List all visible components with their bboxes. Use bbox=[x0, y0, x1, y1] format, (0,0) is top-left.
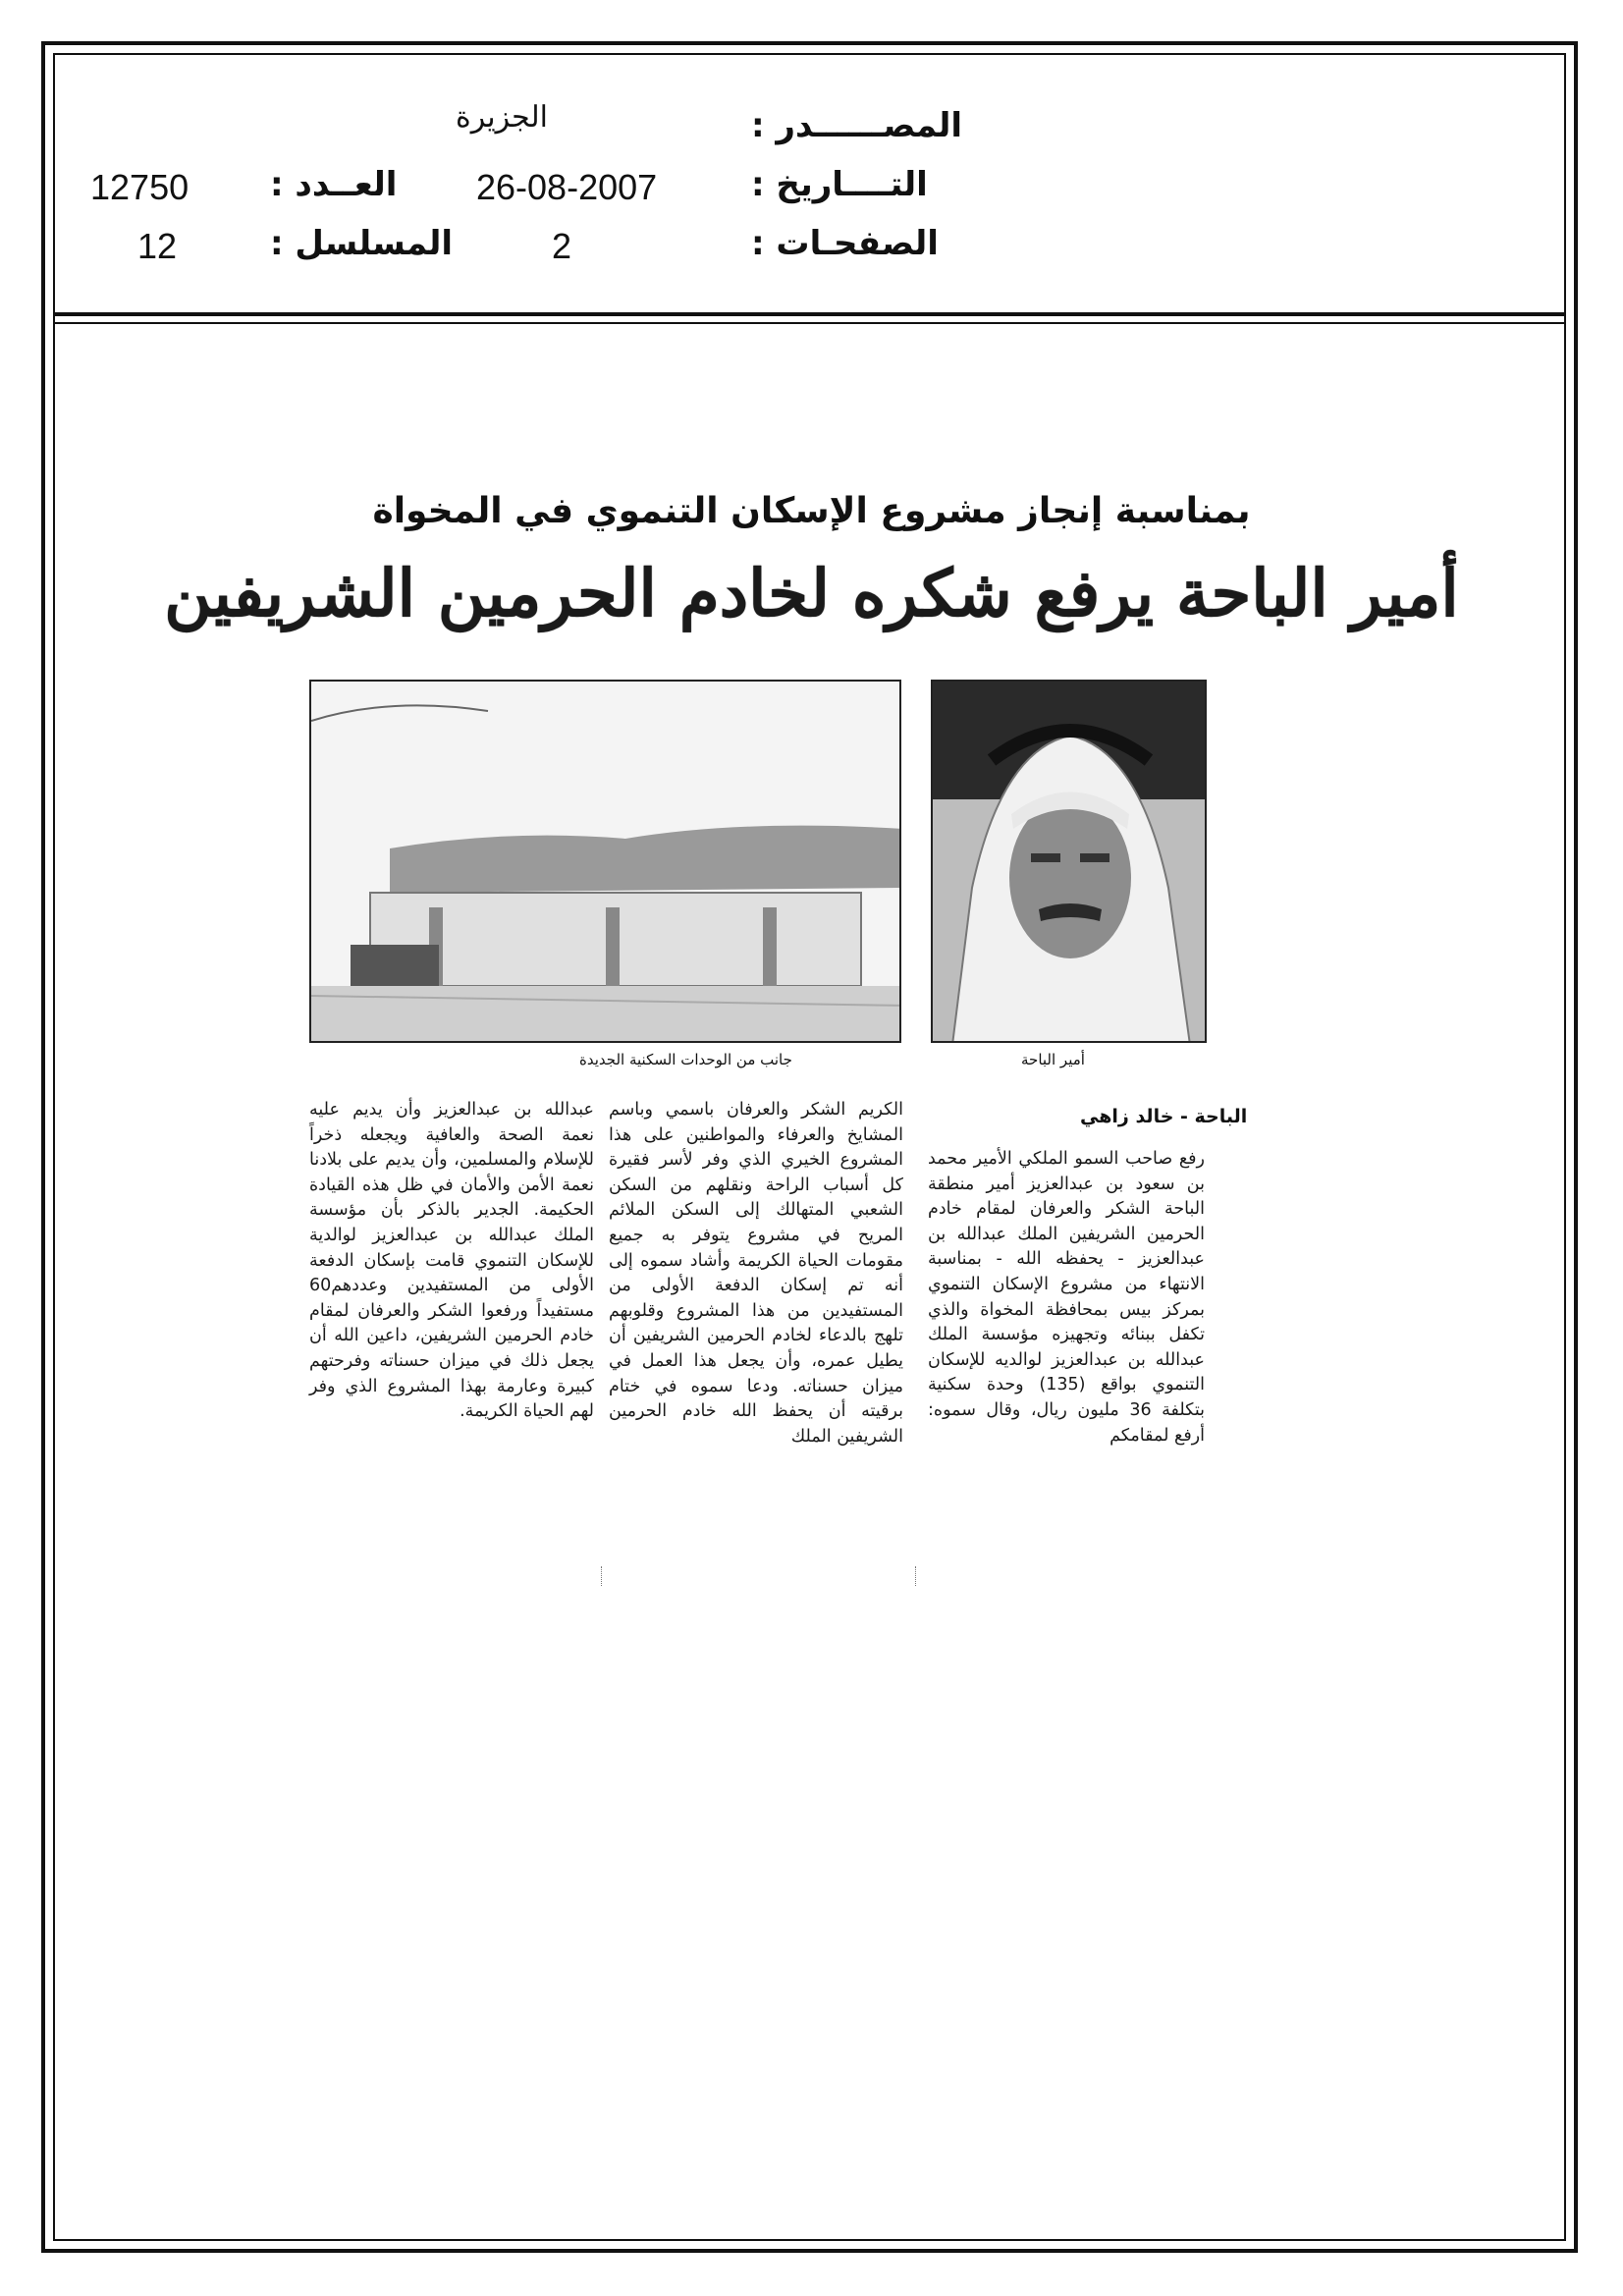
issue-label: العــدد : bbox=[270, 165, 398, 204]
pages-label: الصفحـات : bbox=[751, 224, 939, 263]
article-kicker: بمناسبة إنجاز مشروع الإسكان التنموي في المخواة bbox=[372, 491, 1251, 531]
date-value: 26-08-2007 bbox=[476, 167, 658, 207]
date-label: التــــاريخ : bbox=[751, 165, 928, 204]
serial-label: المسلسل : bbox=[270, 224, 454, 263]
article-column-3: عبدالله بن عبدالعزيز وأن يديم عليه نعمة الصحة والعافية ويجعله ذخراً للإسلام والمسلمين، وأن يديم على بلادنا نعمة الأمن والأمان في ظل هذه القيادة الحكيمة. الجدير بالذكر بأن مؤسسة الملك عبدالله بن عبدالعزيز لوالدية للإسكان التنموي قامت بإسكان الدفعة الأولى من المستفيدين وعددهم60 مستفيداً ورفعوا الشكر والعرفان لمقام خادم الحرمين الشريفين، داعين الله أن يجعل ذلك في ميزان حسناته وفرحتهم كبيرة وعارمة بهذا المشروع الذي وفر لهم الحياة الكريمة. bbox=[309, 1100, 594, 1422]
header-divider-thin bbox=[53, 322, 1566, 324]
issue-value: 12750 bbox=[90, 167, 189, 207]
portrait-caption: أمير الباحة bbox=[1021, 1051, 1085, 1068]
header-divider bbox=[53, 312, 1566, 316]
article-headline: أمير الباحة يرفع شكره لخادم الحرمين الشريفين bbox=[164, 555, 1459, 631]
portrait-photo bbox=[931, 680, 1207, 1043]
pages-value: 2 bbox=[552, 226, 572, 266]
source-label: المصــــــدر : bbox=[751, 106, 963, 145]
article-column-1: رفع صاحب السمو الملكي الأمير محمد بن سعود بن عبدالعزيز أمير منطقة الباحة الشكر والعرفان لمقام خادم الحرمين الشريفين الملك عبدالله بن عبدالعزيز - يحفظه الله - بمناسبة الانتهاء من مشروع الإسكان التنموي بمركز بيس بمحافظة المخواة والذي تكفل ببنائه وتجهيزه مؤسسة الملك عبدالله بن عبدالعزيز لوالديه للإسكان التنموي بواقع (135) وحدة سكنية بتكلفة 36 مليون ريال، وقال سموه: أرفع لمقامكم bbox=[928, 1149, 1205, 1446]
housing-photo bbox=[309, 680, 901, 1043]
serial-value: 12 bbox=[137, 226, 178, 266]
photo-caption: جانب من الوحدات السكنية الجديدة bbox=[579, 1051, 792, 1068]
column-divider bbox=[601, 1566, 602, 1586]
source-value: الجزيرة bbox=[456, 101, 549, 134]
article-byline: الباحة - خالد زاهي bbox=[1080, 1106, 1248, 1127]
article-column-2: الكريم الشكر والعرفان باسمي وباسم المشايخ والعرفاء والمواطنين على هذا المشروع الخيري الذي وفر لأسر فقيرة كل أسباب الراحة ونقلهم من السكن الشعبي المتهالك إلى السكن الملائم المريح في مشروع يتوفر به جميع مقومات الحياة الكريمة وأشاد سموه إلى أنه تم إسكان الدفعة الأولى من المستفيدين من هذا المشروع وقلوبهم تلهج بالدعاء لخادم الحرمين الشريفين أن يطيل عمره، وأن يجعل هذا العمل في ميزان حسناته. ودعا سموه في ختام برقيته أن يحفظ الله خادم الحرمين الشريفين الملك bbox=[609, 1100, 903, 1447]
column-divider bbox=[915, 1566, 916, 1586]
